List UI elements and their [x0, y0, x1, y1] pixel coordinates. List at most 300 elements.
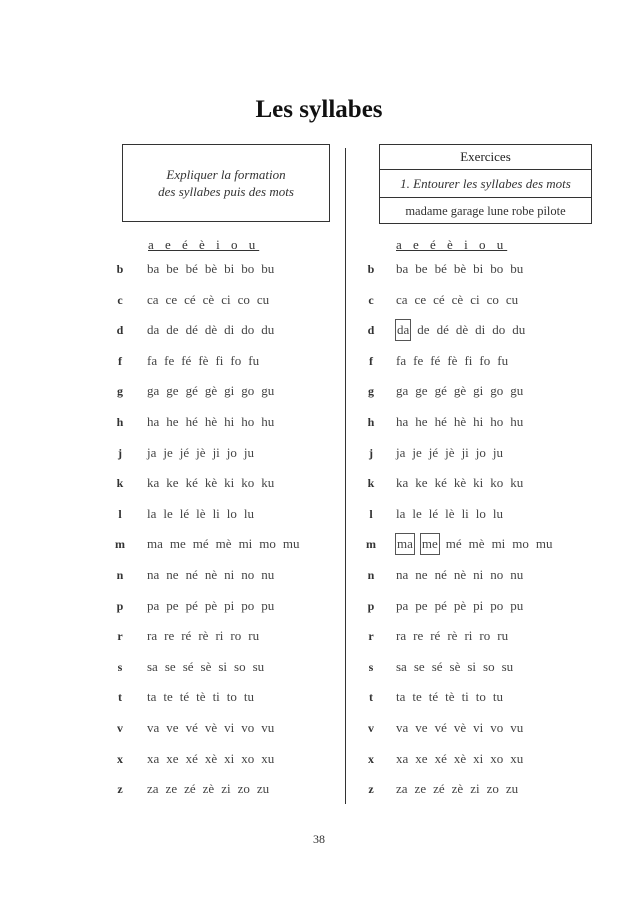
syllable: de: [417, 322, 430, 338]
syllable: ju: [243, 444, 255, 460]
syllable: na: [396, 567, 409, 582]
syllable: no: [490, 567, 504, 582]
syllable: nè: [453, 567, 467, 582]
syllable: fi: [215, 352, 224, 368]
syllable: zé: [184, 781, 196, 797]
syllable: je: [412, 444, 422, 460]
syllable: ka: [147, 475, 160, 491]
syllable: nu: [261, 567, 275, 582]
syllable-list: [396, 473, 530, 493]
syllable: ha: [147, 414, 160, 429]
syllable: ri: [464, 628, 473, 644]
syllable: le: [412, 505, 422, 521]
syllable: fi: [464, 352, 473, 368]
syllable: bé: [185, 261, 198, 276]
syllable: ta: [147, 689, 157, 705]
syllable: mi: [238, 536, 253, 552]
syllable: go: [241, 383, 255, 399]
syllable: vo: [241, 720, 255, 735]
syllable: sa: [396, 658, 407, 674]
syllable: do: [241, 322, 255, 338]
consonant-label: p: [367, 598, 375, 613]
syllable: ké: [185, 475, 198, 491]
syllable: ti: [212, 689, 220, 705]
syllable: né: [434, 567, 447, 582]
syllable: gi: [224, 383, 235, 399]
syllable-row: [0, 412, 638, 432]
syllable: pè: [453, 597, 467, 613]
syllable: ze: [414, 781, 427, 797]
syllable: ga: [396, 383, 409, 399]
syllable: co: [237, 291, 250, 307]
syllable: pa: [396, 597, 409, 613]
consonant-label: t: [118, 690, 122, 705]
syllable: be: [415, 261, 428, 276]
syllable-boxed: da: [396, 320, 410, 340]
syllable: xe: [166, 750, 179, 766]
syllable: jè: [445, 444, 455, 460]
consonant-label: b: [116, 262, 124, 276]
syllable: né: [185, 567, 198, 582]
syllable: gé: [434, 383, 447, 399]
syllable: ku: [510, 475, 524, 491]
exercise-instruction: 1. Entourer les syllabes des mots: [380, 169, 591, 197]
consonant-label: k: [116, 476, 124, 491]
syllable: ro: [479, 628, 491, 644]
syllable: la: [147, 505, 157, 521]
syllable-list: [396, 749, 530, 769]
syllable: bi: [224, 261, 235, 276]
syllable: ca: [147, 291, 159, 307]
syllable: xa: [147, 750, 160, 766]
syllable: ce: [414, 291, 427, 307]
syllable: go: [490, 383, 504, 399]
syllable-row: [0, 381, 638, 401]
syllable: me: [169, 536, 186, 552]
syllable: ha: [396, 414, 409, 429]
syllable: lè: [196, 505, 206, 521]
syllable: xe: [415, 750, 428, 766]
syllable: mo: [512, 536, 529, 552]
consonant-label: j: [118, 445, 122, 460]
syllable: mè: [468, 536, 485, 552]
syllable: zi: [221, 781, 231, 797]
syllable-row: [0, 351, 638, 371]
syllable-row: [0, 534, 638, 554]
syllable: jé: [179, 444, 190, 460]
syllable-list: [396, 596, 530, 616]
consonant-label: k: [367, 476, 375, 491]
syllable: ka: [396, 475, 409, 491]
syllable: lu: [243, 505, 255, 521]
exercise-words: madame garage lune robe pilote: [380, 197, 591, 224]
syllable: gè: [204, 383, 218, 399]
syllable: so: [234, 658, 246, 674]
syllable: dé: [436, 322, 449, 338]
syllable-list: [396, 657, 520, 677]
syllable: té: [428, 689, 439, 705]
syllable: re: [413, 628, 424, 644]
syllable: vè: [453, 720, 467, 735]
syllable: fo: [230, 352, 242, 368]
syllable: di: [224, 322, 235, 338]
syllable: fa: [147, 352, 158, 368]
syllable: zo: [237, 781, 250, 797]
syllable: ré: [181, 628, 192, 644]
consonant-label: g: [117, 384, 123, 399]
syllable: fu: [248, 352, 260, 368]
syllable-row: [0, 687, 638, 707]
syllable: té: [179, 689, 190, 705]
syllable: ru: [248, 628, 260, 644]
syllable: xu: [510, 750, 524, 766]
syllable: lé: [428, 505, 439, 521]
syllable: no: [241, 567, 255, 582]
consonant-label: d: [116, 323, 124, 338]
syllable-row: [0, 259, 638, 279]
consonant-label: x: [368, 751, 374, 766]
syllable: ze: [165, 781, 178, 797]
consonant-label: f: [369, 353, 373, 368]
syllable: vi: [224, 720, 235, 735]
syllable-row: [0, 596, 638, 616]
syllable: fa: [396, 352, 407, 368]
syllable: se: [164, 658, 176, 674]
explanation-box: [122, 144, 330, 222]
syllable: fe: [413, 352, 424, 368]
syllable: rè: [198, 628, 209, 644]
syllable: he: [166, 414, 179, 429]
syllable: va: [396, 720, 409, 735]
syllable: ju: [492, 444, 504, 460]
syllable: xè: [453, 750, 467, 766]
syllable: bi: [473, 261, 484, 276]
consonant-label: n: [367, 568, 375, 582]
consonant-label: g: [368, 384, 374, 399]
syllable: ke: [166, 475, 179, 491]
syllable: gu: [510, 383, 524, 399]
syllable: fu: [497, 352, 509, 368]
syllable: fè: [447, 352, 458, 368]
syllable-list: [396, 381, 530, 401]
syllable: gè: [453, 383, 467, 399]
syllable: jé: [428, 444, 439, 460]
exercise-header: Exercices: [460, 149, 511, 164]
syllable: la: [396, 505, 406, 521]
consonant-label: l: [118, 506, 122, 521]
syllable: lè: [445, 505, 455, 521]
syllable: kè: [204, 475, 218, 491]
consonant-label: s: [117, 659, 123, 674]
syllable: to: [475, 689, 486, 705]
syllable: ve: [166, 720, 179, 735]
syllable-row: [0, 320, 638, 340]
syllable: xu: [261, 750, 275, 766]
syllable: su: [501, 658, 514, 674]
syllable: xi: [224, 750, 235, 766]
syllable: ve: [415, 720, 428, 735]
syllable: pe: [166, 597, 179, 613]
syllable: vu: [510, 720, 524, 735]
syllable: nu: [510, 567, 524, 582]
syllable: di: [475, 322, 486, 338]
syllable: do: [492, 322, 506, 338]
explanation-line-1: Expliquer la formation: [166, 167, 286, 182]
consonant-label: b: [367, 262, 375, 276]
syllable: he: [415, 414, 428, 429]
syllable: pu: [261, 597, 275, 613]
syllable: pa: [147, 597, 160, 613]
syllable: lo: [475, 505, 486, 521]
syllable: te: [412, 689, 422, 705]
syllable: pè: [204, 597, 218, 613]
syllable: ja: [147, 444, 157, 460]
syllable: ho: [490, 414, 504, 429]
page-number: 38: [313, 832, 325, 846]
syllable: cu: [256, 291, 270, 307]
syllable: bè: [453, 261, 467, 276]
exercise-box: [379, 144, 592, 224]
syllable: ga: [147, 383, 160, 399]
syllable: si: [218, 658, 228, 674]
syllable: ra: [147, 628, 158, 644]
syllable: bu: [261, 261, 275, 276]
syllable: ko: [490, 475, 504, 491]
syllable-row: [0, 473, 638, 493]
syllable: ri: [215, 628, 224, 644]
syllable: ma: [147, 536, 163, 552]
syllable: cè: [202, 291, 215, 307]
syllable: se: [413, 658, 425, 674]
syllable: mé: [445, 536, 462, 552]
syllable: xi: [473, 750, 484, 766]
syllable: gi: [473, 383, 484, 399]
syllable: na: [147, 567, 160, 582]
syllable: tu: [492, 689, 504, 705]
syllable: tu: [243, 689, 255, 705]
consonant-label: h: [116, 415, 124, 429]
explanation-line-2: des syllabes puis des mots: [158, 184, 294, 199]
syllable-row: [0, 504, 638, 524]
syllable: za: [396, 781, 408, 797]
syllable-list: [396, 626, 515, 646]
syllable: xé: [185, 750, 198, 766]
consonant-label: d: [367, 323, 375, 338]
syllable: nè: [204, 567, 218, 582]
syllable-list: [396, 290, 525, 310]
syllable: ré: [430, 628, 441, 644]
syllable: sa: [147, 658, 158, 674]
consonant-label: v: [117, 721, 123, 735]
syllable-list: [396, 779, 525, 799]
syllable-list: [396, 412, 530, 432]
syllable: ci: [470, 291, 480, 307]
syllable: lé: [179, 505, 190, 521]
syllable: da: [147, 322, 160, 338]
syllable: cé: [433, 291, 445, 307]
syllable: ki: [224, 475, 235, 491]
syllable-row: [0, 565, 638, 585]
syllable: hi: [473, 414, 484, 429]
syllable-row: [0, 443, 638, 463]
syllable: vè: [204, 720, 218, 735]
syllable: ku: [261, 475, 275, 491]
syllable: vé: [185, 720, 198, 735]
syllable: mé: [192, 536, 209, 552]
syllable: vu: [261, 720, 275, 735]
syllable: pi: [473, 597, 484, 613]
syllable-list: [396, 687, 510, 707]
consonant-label: h: [367, 415, 375, 429]
syllable: mo: [259, 536, 276, 552]
syllable: to: [226, 689, 237, 705]
syllable: zi: [470, 781, 480, 797]
page-title: Les syllabes: [255, 96, 383, 123]
syllable: mi: [491, 536, 506, 552]
syllable: sè: [200, 658, 212, 674]
syllable: li: [461, 505, 469, 521]
syllable: ko: [241, 475, 255, 491]
syllable: xo: [241, 750, 255, 766]
syllable-list: [396, 718, 530, 738]
syllable-row: [0, 718, 638, 738]
syllable-list: [396, 565, 530, 585]
syllable: ni: [224, 567, 235, 582]
syllable: ci: [221, 291, 231, 307]
syllable: ce: [165, 291, 178, 307]
syllable: cé: [184, 291, 196, 307]
consonant-label: t: [369, 690, 373, 705]
syllable: ca: [396, 291, 408, 307]
syllable: pé: [185, 597, 198, 613]
syllable: ké: [434, 475, 447, 491]
syllable: vé: [434, 720, 447, 735]
syllable: te: [163, 689, 173, 705]
syllable: je: [163, 444, 173, 460]
syllable: ne: [415, 567, 428, 582]
syllable: ji: [212, 444, 220, 460]
syllable: ru: [497, 628, 509, 644]
syllable: gé: [185, 383, 198, 399]
syllable: so: [483, 658, 495, 674]
syllable: zè: [451, 781, 464, 797]
syllable: po: [241, 597, 255, 613]
syllable: pi: [224, 597, 235, 613]
syllable: zé: [433, 781, 445, 797]
syllable: ge: [166, 383, 179, 399]
syllable-row: [0, 657, 638, 677]
consonant-label: f: [118, 353, 122, 368]
syllable: hi: [224, 414, 235, 429]
consonant-label: n: [116, 568, 124, 582]
consonant-label: s: [368, 659, 374, 674]
syllable: rè: [447, 628, 458, 644]
consonant-label: v: [368, 721, 374, 735]
syllable: ro: [230, 628, 242, 644]
syllable: jo: [226, 444, 237, 460]
syllable: su: [252, 658, 265, 674]
syllable: gu: [261, 383, 275, 399]
consonant-label: m: [366, 537, 376, 552]
syllable: fè: [198, 352, 209, 368]
syllable-list: [396, 504, 510, 524]
syllable: pe: [415, 597, 428, 613]
syllable: fe: [164, 352, 175, 368]
syllable: lu: [492, 505, 504, 521]
syllable-list: [396, 320, 532, 340]
syllable: vi: [473, 720, 484, 735]
syllable: zu: [505, 781, 519, 797]
syllable: re: [164, 628, 175, 644]
syllable: jè: [196, 444, 206, 460]
syllable: sè: [449, 658, 461, 674]
syllable: pé: [434, 597, 447, 613]
syllable: hé: [185, 414, 198, 429]
syllable: sé: [431, 658, 443, 674]
consonant-label: c: [117, 292, 123, 307]
syllable: mè: [215, 536, 232, 552]
syllable: zu: [256, 781, 270, 797]
syllable: mu: [535, 536, 553, 552]
syllable: ni: [473, 567, 484, 582]
syllable: li: [212, 505, 220, 521]
syllable: hè: [453, 414, 467, 429]
syllable: fé: [430, 352, 441, 368]
consonant-label: m: [115, 537, 125, 552]
syllable: dè: [455, 322, 469, 338]
syllable: bé: [434, 261, 447, 276]
syllable: va: [147, 720, 160, 735]
syllable: du: [512, 322, 526, 338]
syllable: ti: [461, 689, 469, 705]
consonant-label: z: [117, 782, 123, 797]
syllable: cè: [451, 291, 464, 307]
syllable: ja: [396, 444, 406, 460]
consonant-label: l: [369, 506, 373, 521]
syllable: si: [467, 658, 477, 674]
syllable: pu: [510, 597, 524, 613]
syllable: hu: [510, 414, 524, 429]
syllable-row: [0, 290, 638, 310]
consonant-label: r: [368, 629, 374, 644]
syllable: zè: [202, 781, 215, 797]
syllable: mu: [282, 536, 300, 552]
syllable-list: [396, 259, 530, 279]
syllable-boxed: ma: [396, 534, 414, 554]
syllable: ne: [166, 567, 179, 582]
syllable-row: [0, 779, 638, 799]
syllable: dé: [185, 322, 198, 338]
syllable: xo: [490, 750, 504, 766]
syllable: jo: [475, 444, 486, 460]
syllable: le: [163, 505, 173, 521]
syllable: lo: [226, 505, 237, 521]
syllable: hè: [204, 414, 218, 429]
vowels-header-left: a e é è i o u: [148, 237, 260, 252]
syllable: zo: [486, 781, 499, 797]
syllable: ho: [241, 414, 255, 429]
syllable: bo: [241, 261, 255, 276]
syllable: ba: [147, 261, 160, 276]
syllable: fo: [479, 352, 491, 368]
syllable: ji: [461, 444, 469, 460]
syllable: co: [486, 291, 499, 307]
consonant-label: x: [117, 751, 123, 766]
syllable: xa: [396, 750, 409, 766]
syllable: tè: [445, 689, 455, 705]
syllable: po: [490, 597, 504, 613]
syllable: xé: [434, 750, 447, 766]
